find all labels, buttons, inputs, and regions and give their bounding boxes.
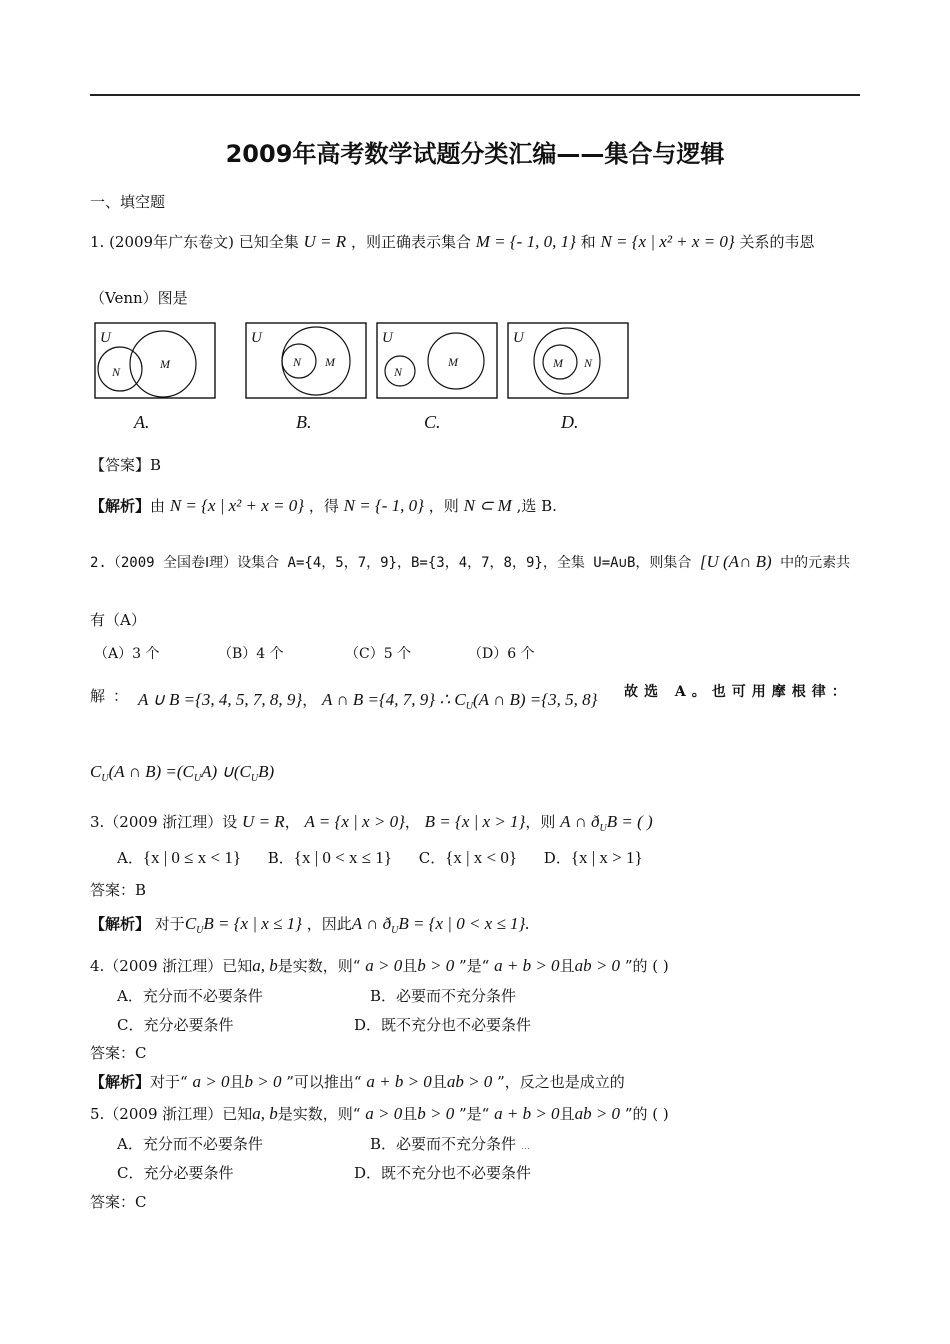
q4-mid2: ”是“ bbox=[458, 957, 490, 975]
venn-c-u: U bbox=[382, 330, 393, 346]
q4-a-cond4: ab > 0 bbox=[446, 1072, 493, 1091]
q1-analysis-n: N = {x | x² + x = 0} bbox=[169, 496, 305, 515]
q4-prefix: 4.（2009 浙江理）已知 bbox=[90, 957, 253, 975]
q1-analysis bbox=[90, 496, 557, 516]
venn-label-a: A. bbox=[134, 412, 150, 432]
q2-option-d: （D）6 个 bbox=[468, 646, 535, 662]
q2-union: ∪ bbox=[618, 555, 627, 571]
q2-morgan-c: A) ∪(C bbox=[201, 762, 251, 781]
venn-d bbox=[508, 323, 628, 398]
q5-qie: 且 bbox=[402, 1105, 418, 1123]
venn-label-c: C. bbox=[424, 412, 441, 432]
q5-mid2: ”是“ bbox=[458, 1105, 490, 1123]
q3-sep2: ， bbox=[404, 813, 420, 831]
venn-label-b: B. bbox=[296, 412, 312, 432]
q1-analysis-de: ，得 bbox=[308, 497, 339, 515]
q5-opt-d: D．既不充分也不必要条件 bbox=[354, 1164, 532, 1182]
q2-expr: [U (A∩ B) bbox=[699, 552, 772, 571]
q5-opt-c: C．充分必要条件 bbox=[117, 1164, 234, 1182]
q5-prefix: 5.（2009 浙江理）已知 bbox=[90, 1105, 253, 1123]
q3-analysis-res: A ∩ ð bbox=[351, 914, 392, 933]
venn-a bbox=[95, 323, 215, 398]
q3-opt-d-val: {x | x > 1} bbox=[570, 848, 643, 867]
q3-expr: A ∩ ð bbox=[560, 812, 600, 831]
venn-d-u: U bbox=[513, 330, 524, 346]
venn-b bbox=[246, 323, 366, 398]
q4-a-cond3: a + b > 0 bbox=[366, 1072, 432, 1091]
venn-label-d: D. bbox=[561, 412, 579, 432]
q2-solution bbox=[90, 686, 136, 706]
q4-analysis3: ”，反之也是成立的 bbox=[497, 1073, 625, 1091]
q4-analysis2: ”可以推出“ bbox=[286, 1073, 362, 1091]
q2-option-c: （C）5 个 bbox=[345, 646, 412, 662]
q4-analysis-head: 【解析】 bbox=[90, 1073, 151, 1091]
venn-a-u: U bbox=[100, 330, 111, 346]
venn-b-u: U bbox=[251, 330, 262, 346]
q2-sol-comma: ， bbox=[302, 691, 318, 709]
q4-opt-a: A．充分而不必要条件 bbox=[117, 987, 263, 1005]
q3-opt-a-label: A． bbox=[117, 849, 143, 867]
q3-sub: U bbox=[599, 823, 607, 834]
q2-text2: B，则集合 bbox=[627, 555, 692, 571]
q5-opt-b bbox=[370, 1134, 530, 1157]
q3-opt-b-val: {x | 0 < x ≤ 1} bbox=[293, 848, 392, 867]
q5-cond3: a + b > 0 bbox=[494, 1104, 560, 1123]
q1-suffix: 关系的韦恩 bbox=[739, 233, 815, 251]
q4-opt-d: D．既不充分也不必要条件 bbox=[354, 1016, 532, 1034]
section-heading: 一、填空题 bbox=[90, 193, 166, 211]
q4-opt-b: B．必要而不充分条件 bbox=[370, 987, 517, 1005]
q4-a-qie: 且 bbox=[229, 1073, 245, 1091]
q3-analysis-head: 【解析】 bbox=[90, 915, 151, 933]
q1-and: 和 bbox=[580, 233, 596, 251]
venn-a-m: M bbox=[160, 357, 170, 371]
q2-morgan-sub2: U bbox=[193, 773, 202, 784]
q1-answer: 【答案】B bbox=[90, 456, 162, 474]
q2-morgan-d: B) bbox=[258, 762, 275, 781]
q4-qie: 且 bbox=[402, 957, 418, 975]
q2-line1 bbox=[90, 552, 850, 573]
q1-line2: （Venn）图是 bbox=[90, 289, 188, 307]
q4-a-cond1: a > 0 bbox=[192, 1072, 230, 1091]
q5-line1 bbox=[90, 1104, 669, 1124]
q1-n-set: N = {x | x² + x = 0} bbox=[600, 232, 735, 251]
q3-opt-d-label: D． bbox=[543, 849, 571, 867]
q2-sol-sub: U bbox=[465, 701, 473, 712]
q5-qie2: 且 bbox=[559, 1105, 575, 1123]
q2-morgan-a: C bbox=[90, 762, 102, 781]
venn-b-m: M bbox=[325, 355, 335, 369]
q5-end: ”的 ( ) bbox=[624, 1105, 669, 1123]
q1-analysis-you: 由 bbox=[150, 497, 166, 515]
venn-d-m: M bbox=[553, 356, 563, 370]
q4-a-qie2: 且 bbox=[431, 1073, 447, 1091]
q1-analysis-head: 【解析】 bbox=[90, 497, 151, 515]
q2-option-a: （A）3 个 bbox=[94, 646, 160, 662]
q4-ab: a, b bbox=[252, 956, 278, 975]
q3-analysis-res2: B = {x | 0 < x ≤ 1}. bbox=[398, 914, 530, 933]
q5-dots: … bbox=[520, 1142, 530, 1152]
q1-analysis-sub: N ⊂ M bbox=[463, 496, 512, 515]
q1-line1 bbox=[90, 232, 815, 252]
q5-cond2: b > 0 bbox=[417, 1104, 455, 1123]
q3-line1 bbox=[90, 812, 653, 839]
q2-sol-inter: A ∩ B ={4, 7, 9} ∴ C bbox=[322, 690, 466, 709]
q3-answer: 答案：B bbox=[90, 881, 147, 899]
venn-d-n: N bbox=[584, 356, 593, 370]
q1-analysis-ze: ，则 bbox=[428, 497, 459, 515]
q3-options bbox=[117, 848, 643, 868]
q5-cond1: a > 0 bbox=[365, 1104, 403, 1123]
q3-u: U = R bbox=[242, 812, 285, 831]
q3-opt-c-label: C． bbox=[418, 849, 446, 867]
venn-c bbox=[377, 323, 497, 398]
q3-prefix: 3.（2009 浙江理）设 bbox=[90, 813, 238, 831]
venn-a-n: N bbox=[112, 365, 121, 379]
q4-qie2: 且 bbox=[559, 957, 575, 975]
q5-cond4: ab > 0 bbox=[574, 1104, 621, 1123]
q3-opt-b-label: B． bbox=[267, 849, 294, 867]
q4-a-cond2: b > 0 bbox=[244, 1072, 282, 1091]
q5-mid: 是实数，则“ bbox=[277, 1105, 361, 1123]
q3-analysis-sub: U bbox=[196, 925, 204, 936]
q3-analysis-c: C bbox=[184, 914, 197, 933]
q3-analysis-cb: B = {x | x ≤ 1} bbox=[203, 914, 302, 933]
venn-c-m: M bbox=[448, 355, 458, 369]
q4-end: ”的 ( ) bbox=[624, 957, 669, 975]
q3-analysis1: 对于 bbox=[154, 915, 185, 933]
q5-ab: a, b bbox=[252, 1104, 278, 1123]
q2-text3: 中的元素共 bbox=[780, 555, 851, 571]
q3-ask: ，则 bbox=[525, 813, 556, 831]
q5-opt-a: A．充分而不必要条件 bbox=[117, 1135, 263, 1153]
q5-opt-b-text: B．必要而不充分条件 bbox=[370, 1135, 517, 1153]
q4-cond2: b > 0 bbox=[417, 956, 455, 975]
venn-c-n: N bbox=[394, 365, 403, 379]
q3-analysis-sub2: U bbox=[391, 925, 399, 936]
q5-answer: 答案：C bbox=[90, 1193, 147, 1211]
q1-mid: ，则正确表示集合 bbox=[350, 233, 471, 251]
q4-mid: 是实数，则“ bbox=[277, 957, 361, 975]
q3-opt-a-val: {x | 0 ≤ x < 1} bbox=[142, 848, 241, 867]
q2-option-b: （B）4 个 bbox=[218, 646, 284, 662]
q1-analysis-n2: N = {- 1, 0} bbox=[343, 496, 424, 515]
q4-line1 bbox=[90, 956, 669, 976]
q2-morgan-b: (A ∩ B) =(C bbox=[108, 762, 194, 781]
q2-morgan bbox=[90, 762, 274, 789]
page-title: 2009年高考数学试题分类汇编——集合与逻辑 bbox=[225, 140, 725, 168]
top-rule bbox=[90, 94, 860, 96]
q2-sol-rest: (A ∩ B) ={3, 5, 8} bbox=[472, 690, 598, 709]
q3-b: B = {x | x > 1} bbox=[424, 812, 526, 831]
q2-sol-head: 解： bbox=[90, 687, 137, 705]
q4-analysis bbox=[90, 1072, 625, 1092]
q4-cond4: ab > 0 bbox=[574, 956, 621, 975]
venn-b-n: N bbox=[293, 355, 302, 369]
q2-morgan-sub3: U bbox=[250, 773, 259, 784]
q2-text: 2.（2009 全国卷Ⅰ理）设集合 A={4，5，7，9}，B={3，4，7，8，9}，全集 U=A bbox=[90, 555, 619, 571]
q1-m-set: M = {- 1, 0, 1} bbox=[475, 232, 576, 251]
q1-prefix: 1. (2009年广东卷文) 已知全集 bbox=[90, 233, 299, 251]
q1-analysis-end: ,选 B. bbox=[516, 497, 557, 515]
q3-expr2: B = ( ) bbox=[606, 812, 653, 831]
q4-answer: 答案：C bbox=[90, 1044, 147, 1062]
q3-a: A = {x | x > 0} bbox=[304, 812, 405, 831]
q4-opt-c: C．充分必要条件 bbox=[117, 1016, 234, 1034]
q1-u-eq-r: U = R bbox=[303, 232, 347, 251]
q2-sol-end: 故选 A。也可用摩根律： bbox=[624, 684, 852, 700]
q3-analysis2: ，因此 bbox=[306, 915, 352, 933]
q3-sep1: ， bbox=[284, 813, 300, 831]
q2-morgan-sub1: U bbox=[101, 773, 109, 784]
q2-line2: 有（A） bbox=[90, 611, 146, 629]
q4-analysis1: 对于“ bbox=[150, 1073, 188, 1091]
q2-sol-union: A ∪ B ={3, 4, 5, 7, 8, 9} bbox=[138, 690, 303, 709]
q3-analysis bbox=[90, 914, 530, 941]
q4-cond1: a > 0 bbox=[365, 956, 403, 975]
q4-cond3: a + b > 0 bbox=[494, 956, 560, 975]
q3-opt-c-val: {x | x < 0} bbox=[445, 848, 518, 867]
q2-solution-math bbox=[138, 690, 597, 717]
